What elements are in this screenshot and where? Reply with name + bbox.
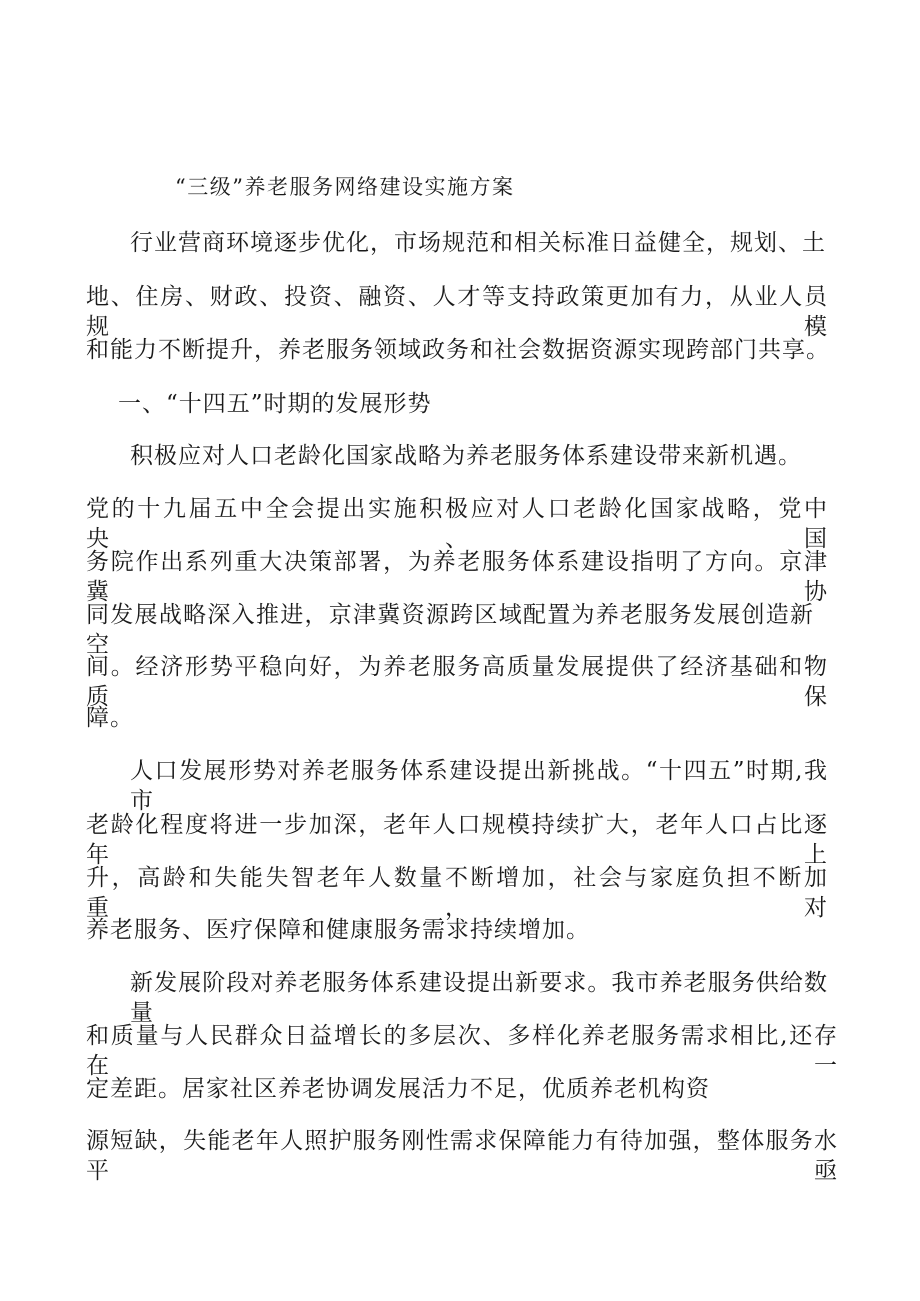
- section-heading: 一、“十四五”时期的发展形势: [118, 391, 432, 417]
- paragraph-line: 源短缺，失能老年人照护服务刚性需求保障能力有待加强，整体服务水平亟: [86, 1128, 838, 1184]
- paragraph-line: 人口发展形势对养老服务体系建设提出新挑战。“十四五”时期,我市: [130, 758, 828, 814]
- paragraph-line: 务院作出系列重大决策部署，为养老服务体系建设指明了方向。京津冀协: [86, 549, 828, 605]
- paragraph-line: 障。: [86, 705, 134, 731]
- paragraph-line: 同发展战略深入推进，京津冀资源跨区域配置为养老服务发展创造新空: [86, 602, 814, 658]
- paragraph-line: 和质量与人民群众日益增长的多层次、多样化养老服务需求相比,还存在一: [86, 1023, 838, 1079]
- paragraph-line: 新发展阶段对养老服务体系建设提出新要求。我市养老服务供给数量: [130, 970, 828, 1026]
- paragraph-line: 老龄化程度将进一步加深，老年人口规模持续扩大，老年人口占比逐年上: [86, 812, 828, 868]
- paragraph-line: 积极应对人口老龄化国家战略为养老服务体系建设带来新机遇。: [130, 443, 802, 469]
- paragraph-line: 和能力不断提升，养老服务领域政务和社会数据资源实现跨部门共享。: [86, 337, 830, 363]
- paragraph-line: 党的十九届五中全会提出实施积极应对人口老龄化国家战略，党中央、国: [86, 496, 828, 552]
- paragraph-line: 养老服务、医疗保障和健康服务需求持续增加。: [86, 917, 590, 943]
- paragraph-line: 定差距。居家社区养老协调发展活力不足，优质养老机构资: [86, 1076, 710, 1102]
- paragraph-line: 间。经济形势平稳向好，为养老服务高质量发展提供了经济基础和物质保: [86, 654, 828, 710]
- paragraph-line: 地、住房、财政、投资、融资、人才等支持政策更加有力，从业人员规模: [86, 284, 828, 340]
- document-title: “三级”养老服务网络建设实施方案: [175, 175, 515, 199]
- paragraph-line: 行业营商环境逐步优化，市场规范和相关标准日益健全，规划、土: [130, 230, 826, 256]
- paragraph-line: 升，高龄和失能失智老年人数量不断增加，社会与家庭负担不断加重，对: [86, 865, 828, 921]
